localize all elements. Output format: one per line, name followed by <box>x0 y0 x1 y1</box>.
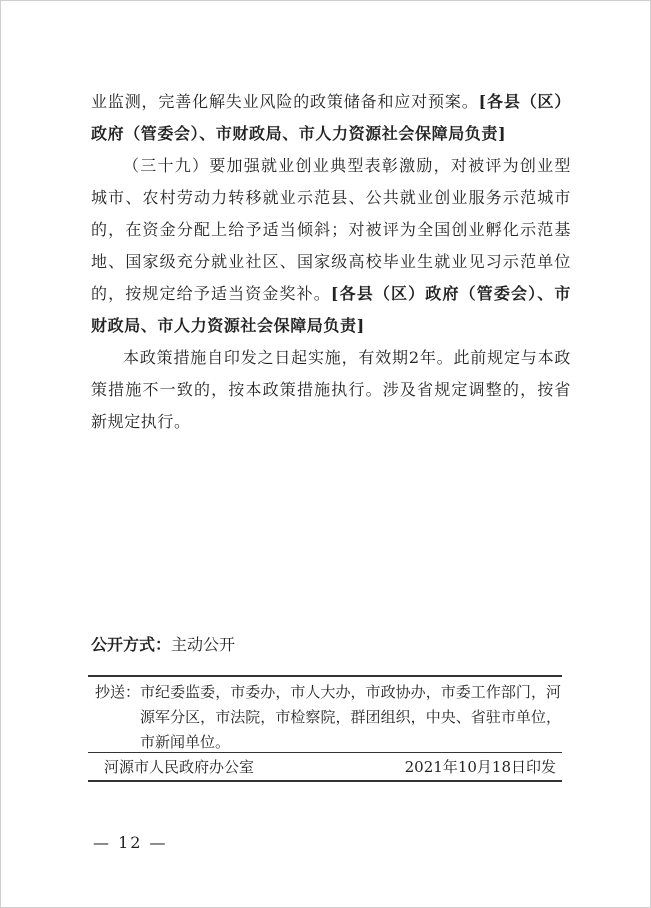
paragraph-1 <box>91 86 571 150</box>
page-number: — 12 — <box>93 833 168 852</box>
paragraph-1-text: 业监测，完善化解失业风险的政策储备和应对预案。 <box>91 92 479 111</box>
disclosure-method <box>91 631 571 659</box>
issuing-office: 河源市人民政府办公室 <box>104 758 255 776</box>
document-body <box>91 86 571 438</box>
cc-list: 市纪委监委，市委办，市人大办，市政协办，市委工作部门，河源军分区，市法院，市检察院，群团组织，中央、省驻市单位，市新闻单位。 <box>140 683 561 751</box>
cc-label: 抄送： <box>95 683 141 701</box>
issue-date: 2021年10月18日印发 <box>404 758 556 776</box>
cc-top-rule <box>88 675 562 677</box>
disclosure-label: 公开方式： <box>91 635 172 654</box>
cc-block <box>95 680 561 755</box>
paragraph-3 <box>91 342 571 438</box>
issuer-row <box>104 752 556 782</box>
paragraph-2-responsibility: [各县（区）政府（管委会）、市财政局、市人力资源社会保障局负责] <box>91 284 572 335</box>
paragraph-3-text: 本政策措施自印发之日起实施，有效期2年。此前规定与本政策措施不一致的，按本政策措施执行。涉及省规定调整的，按省新规定执行。 <box>91 348 571 431</box>
issuer-bottom-rule <box>88 780 562 782</box>
disclosure-value: 主动公开 <box>171 635 236 654</box>
paragraph-2 <box>91 150 571 342</box>
paragraph-1-responsibility: [各县（区）政府（管委会）、市财政局、市人力资源社会保障局负责] <box>91 92 572 143</box>
paragraph-2-text: （三十九）要加强就业创业典型表彰激励，对被评为创业型城市、农村劳动力转移就业示范县、公共就业创业服务示范城市的，在资金分配上给予适当倾斜；对被评为全国创业孵化示范基地、国家级充分就业社区、国家级高校毕业生就业见习示范单位的，按规定给予适当资金奖补。 <box>91 156 571 303</box>
